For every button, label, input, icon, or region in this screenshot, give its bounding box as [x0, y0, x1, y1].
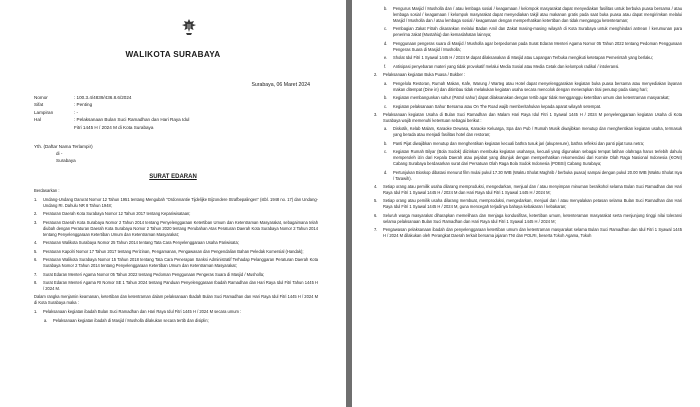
right-body: b. Pengurus Masjid / Musholla dan / atau lembaga sosial / keagamaan / kelompok masyarakat dapat menyediakan fasilitas untuk berbuka puasa bersama / atau lembaga sosial / keagamaan / kelompok masyarakat dapat menyediakan takjil atau makanan gratis pada saat buka puasa atau dapat mengirimkan melalui Masjid / Musholla dan / atau lembaga sosial / keagamaan dengan memperhatikan ketertiban dan tidak menganggu ketenteraman; c. Pembagian Zakat Fitrah disarankan melalui Badan Amil dan Zakat masing-masing wilayah di Kota Surabaya untuk menghindari antrean / kerumunan para penerima zakat (Mustahiq) dan kemaslahatan lainnya; d. Penggunaan pengeras suara di Masjid / Musholla agar berpedoman pada Surat Edaran Menteri Agama Nomor 05 Tahun 2022 tentang Pedoman Penggunaan Pengeras Suara di Masjid / Musholla; e. Sholat Idul Fitri 1 Syawal 1445 H / 2024 M dapat dilaksanakan di Masjid atau Lapangan Terbuka mengikuti ketetapan Pemerintah yang berlaku; f. Antisipasi penyebaran materi yang tidak provokatif melalui Media Sosial atau Media Cetak dan kelompok radikal / intoleransi. 2. Pelaksanaan kegiatan Buka Puasa / Bukber : a. Pengelola Restoran, Rumah Makan, Kafe, Warung / Warteg atau Hotel dapat menyelenggarakan kegiatan buka puasa bersama atau menyediakan layanan makan ditempat (Dine in) dan ditimbau tidak melakukan kegiatan usaha secara mencolok dengan menerapkan tirai penutup pada siang hari; b. Kegiatan membangunkan sahur (Patrol sahur) dapat dilaksanakan dengan tertib agar tidak mengganggu ketertiban umum dan ketentraman masyarakat; c. Kegiatan pelaksanaan Sahur Bersama atau On The Road wajib memberitahukan kepada aparat wilayah setempat. 3. Pelaksanaan kegiatan Usaha di Bulan Suci Ramadhan dan Malam Hari Raya Idul Fitri 1 Syawal 1445 H / 2024 M penyelenggaraan kegiatan Usaha di Kota Surabaya wajib memenuhi ketentuan sebagai berikut : a. Diskotik, Kelab Malam, Karaoke Dewasa, Karaoke Keluarga, Spa dan Pub / Rumah Musik diwajibkan menutup dan menghentikan kegiatan usaha, termasuk yang berada atau menjadi fasilitas hotel dan restoran; b. Panti Pijat diwajibkan menutup dan menghentikan kegiatan kecuali bathra tusuk jari (akupresure), bathra refleksi dan panti pijat tuna netra; c. Kegiatan Rumah Bilyar (Bola Sodok) diizinkan membuka kegiatan usahanya, kecuali yang digunakan sebagai tempat latihan olahraga harus terlebih dahulu memperoleh izin dari Kepala Daerah atau pejabat yang ditunjuk dengan memperhatikan rekomendasi dari Komite Olah Raga Nasional Indonesia (KONI) Cabang Surabaya berdasarkan surat dari Persatuan Olah Raga Bola Sodok Indonesia (POBSI) Cabang Surabaya; d. Pertunjukan Bioskop dibatasi menurut film mulai pukul 17.30 WIB (Waktu Sholat Maghrib / berbuka puasa) sampai dengan pukul 20.00 WIB (Waktu Sholat Isya / Tarawih). 4. Setiap orang atau pemilik usaha dilarang memproduksi, mengedarkan, menjual dan / atau menyimpan minuman beralkohol selama Bulan Suci Ramadhan dan Hari Raya Idul Fitri 1 Syawal 1445 H / 2024 M dan Hari Raya Idul Fitri 1 Syawal 1445 H / 2024 M; 5. Setiap orang atau pemilik usaha dilarang membuat, memproduksi, mengedarkan, menjual dan / atau menyalakan petasan selama Bulan Suci Ramadhan dan Hari Raya Idul Fitri 1 Syawal 1445 H / 2024 M, guna mencegah terjadinya bahaya kebakaran / kebakaran; 6. Seluruh warga masyarakat diharapkan memelihara dan menjaga kondusifitas, ketertiban umum, ketenteraman masyarakat serta menjunjung tinggi nilai toleransi selama pelaksanaan Bulan Suci Ramadhan dan Hari Raya Idul Fitri 1 Syawal 1445 H / 2024 M; 7. Pengawasan pelaksanaan ibadah dan penyelenggaraan ketertiban umum dan ketentraman masyarakat selama Bulan Suci Ramadhan dan Idul Fitri 1 Syawal 1445 H / 2024 M dilakukan oleh Perangkat Daerah terkait bersama jajaran TNI dan POLRI, beserta Tokoh Agama, Tokoh [374, 6, 682, 239]
left-body: Berdasarkan : 1. Undang-Undang Darurat Nomor 12 Tahun 1951 tentang Mengubah "Ordonnantie Tijdelijke Bijzondere Strafbepalingen" (stbl. 1948 no. 17) dan Undang-Undang RI. Dahulu NR 8 Tahun 1948; 2. Peraturan Daerah Kota Surabaya Nomor 12 Tahun 2017 tentang Kepariwisataan; 3. Peraturan Daerah Kota Surabaya Nomor 2 Tahun 2014 tentang Penyelenggaraan Ketertiban Umum dan Ketentraman Masyarakat, sebagaimana telah diubah dengan Peraturan Daerah Kota Surabaya Nomor 2 Tahun 2020 tentang Perubahan Atas Peraturan Daerah Kota Surabaya Nomor 2 Tahun 2014 tentang Penyelenggaraan Ketertiban Umum dan Ketentraman Masyarakat; 4. Peraturan Walikota Surabaya Nomor 25 Tahun 2014 tentang Tata Cara Penyelenggaraan Usaha Pariwisata; 5. Peraturan Kapolri Nomor 17 Tahun 2017 tentang Perizinan, Pengamanan, Pengawasan dan Pengendalian Bahan Peledak Komersial (Handak); 6. Peraturan Walikota Surabaya Nomor 15 Tahun 2018 tentang Tata Cara Penerapan Sanksi Administratif Terhadap Pelanggaran Peraturan Daerah Kota Surabaya Nomor 2 Tahun 2014 tentang Penyelenggaraan Ketertiban Umum dan Ketentraman Masyarakat; 7. Surat Edaran Menteri Agama Nomor 05 Tahun 2022 tentang Pedoman Penggunaan Pengeras Suara di Masjid / Musholla; 8. Surat Edaran Menteri Agama RI Nomor SE 1 Tahun 2024 tentang Panduan Penyelenggaraan Ibadah Ramadhan dan Hari Raya Idul Fitri Tahun 1445 H / 2024 M. Dalam rangka menjamin keamanan, ketertiban dan ketentraman dalam pelaksanaan Ibadah Bulan Suci Ramadhan dan Hari Raya Idul Fitri 1445 H / 2024 M di Kota Surabaya maka : 1. Pelaksanaan kegiatan ibadah Bulan Suci Ramadhan dan Hari Raya Idul Fitri 1445 H / 2024 M secara umum : a. Pelaksanaan kegiatan ibadah di Masjid / Musholla dilakukan secara tertib dan disiplin; [34, 188, 318, 323]
org-title: WALIKOTA SURABAYA [125, 50, 221, 59]
letter-meta: Nomor : 100.3.4/4839/436.8.6/2024 Sifat : Penting Lampiran : - Hal : Pelaksanaan Bulan Suci Ramadhan dan Hari Raya Idul Fitri 1445 H / 2024 M di Kota Surabaya [34, 95, 190, 130]
addressee: Yth. (Daftar Nama Terlampir) di - Surabaya [34, 144, 93, 163]
date-line: Surabaya, 06 Maret 2024 [251, 82, 310, 88]
letter-page-2 [352, 0, 700, 407]
letter-page-1 [0, 0, 346, 407]
garuda-emblem-icon [181, 18, 197, 36]
document-title: SURAT EDARAN [149, 174, 197, 180]
